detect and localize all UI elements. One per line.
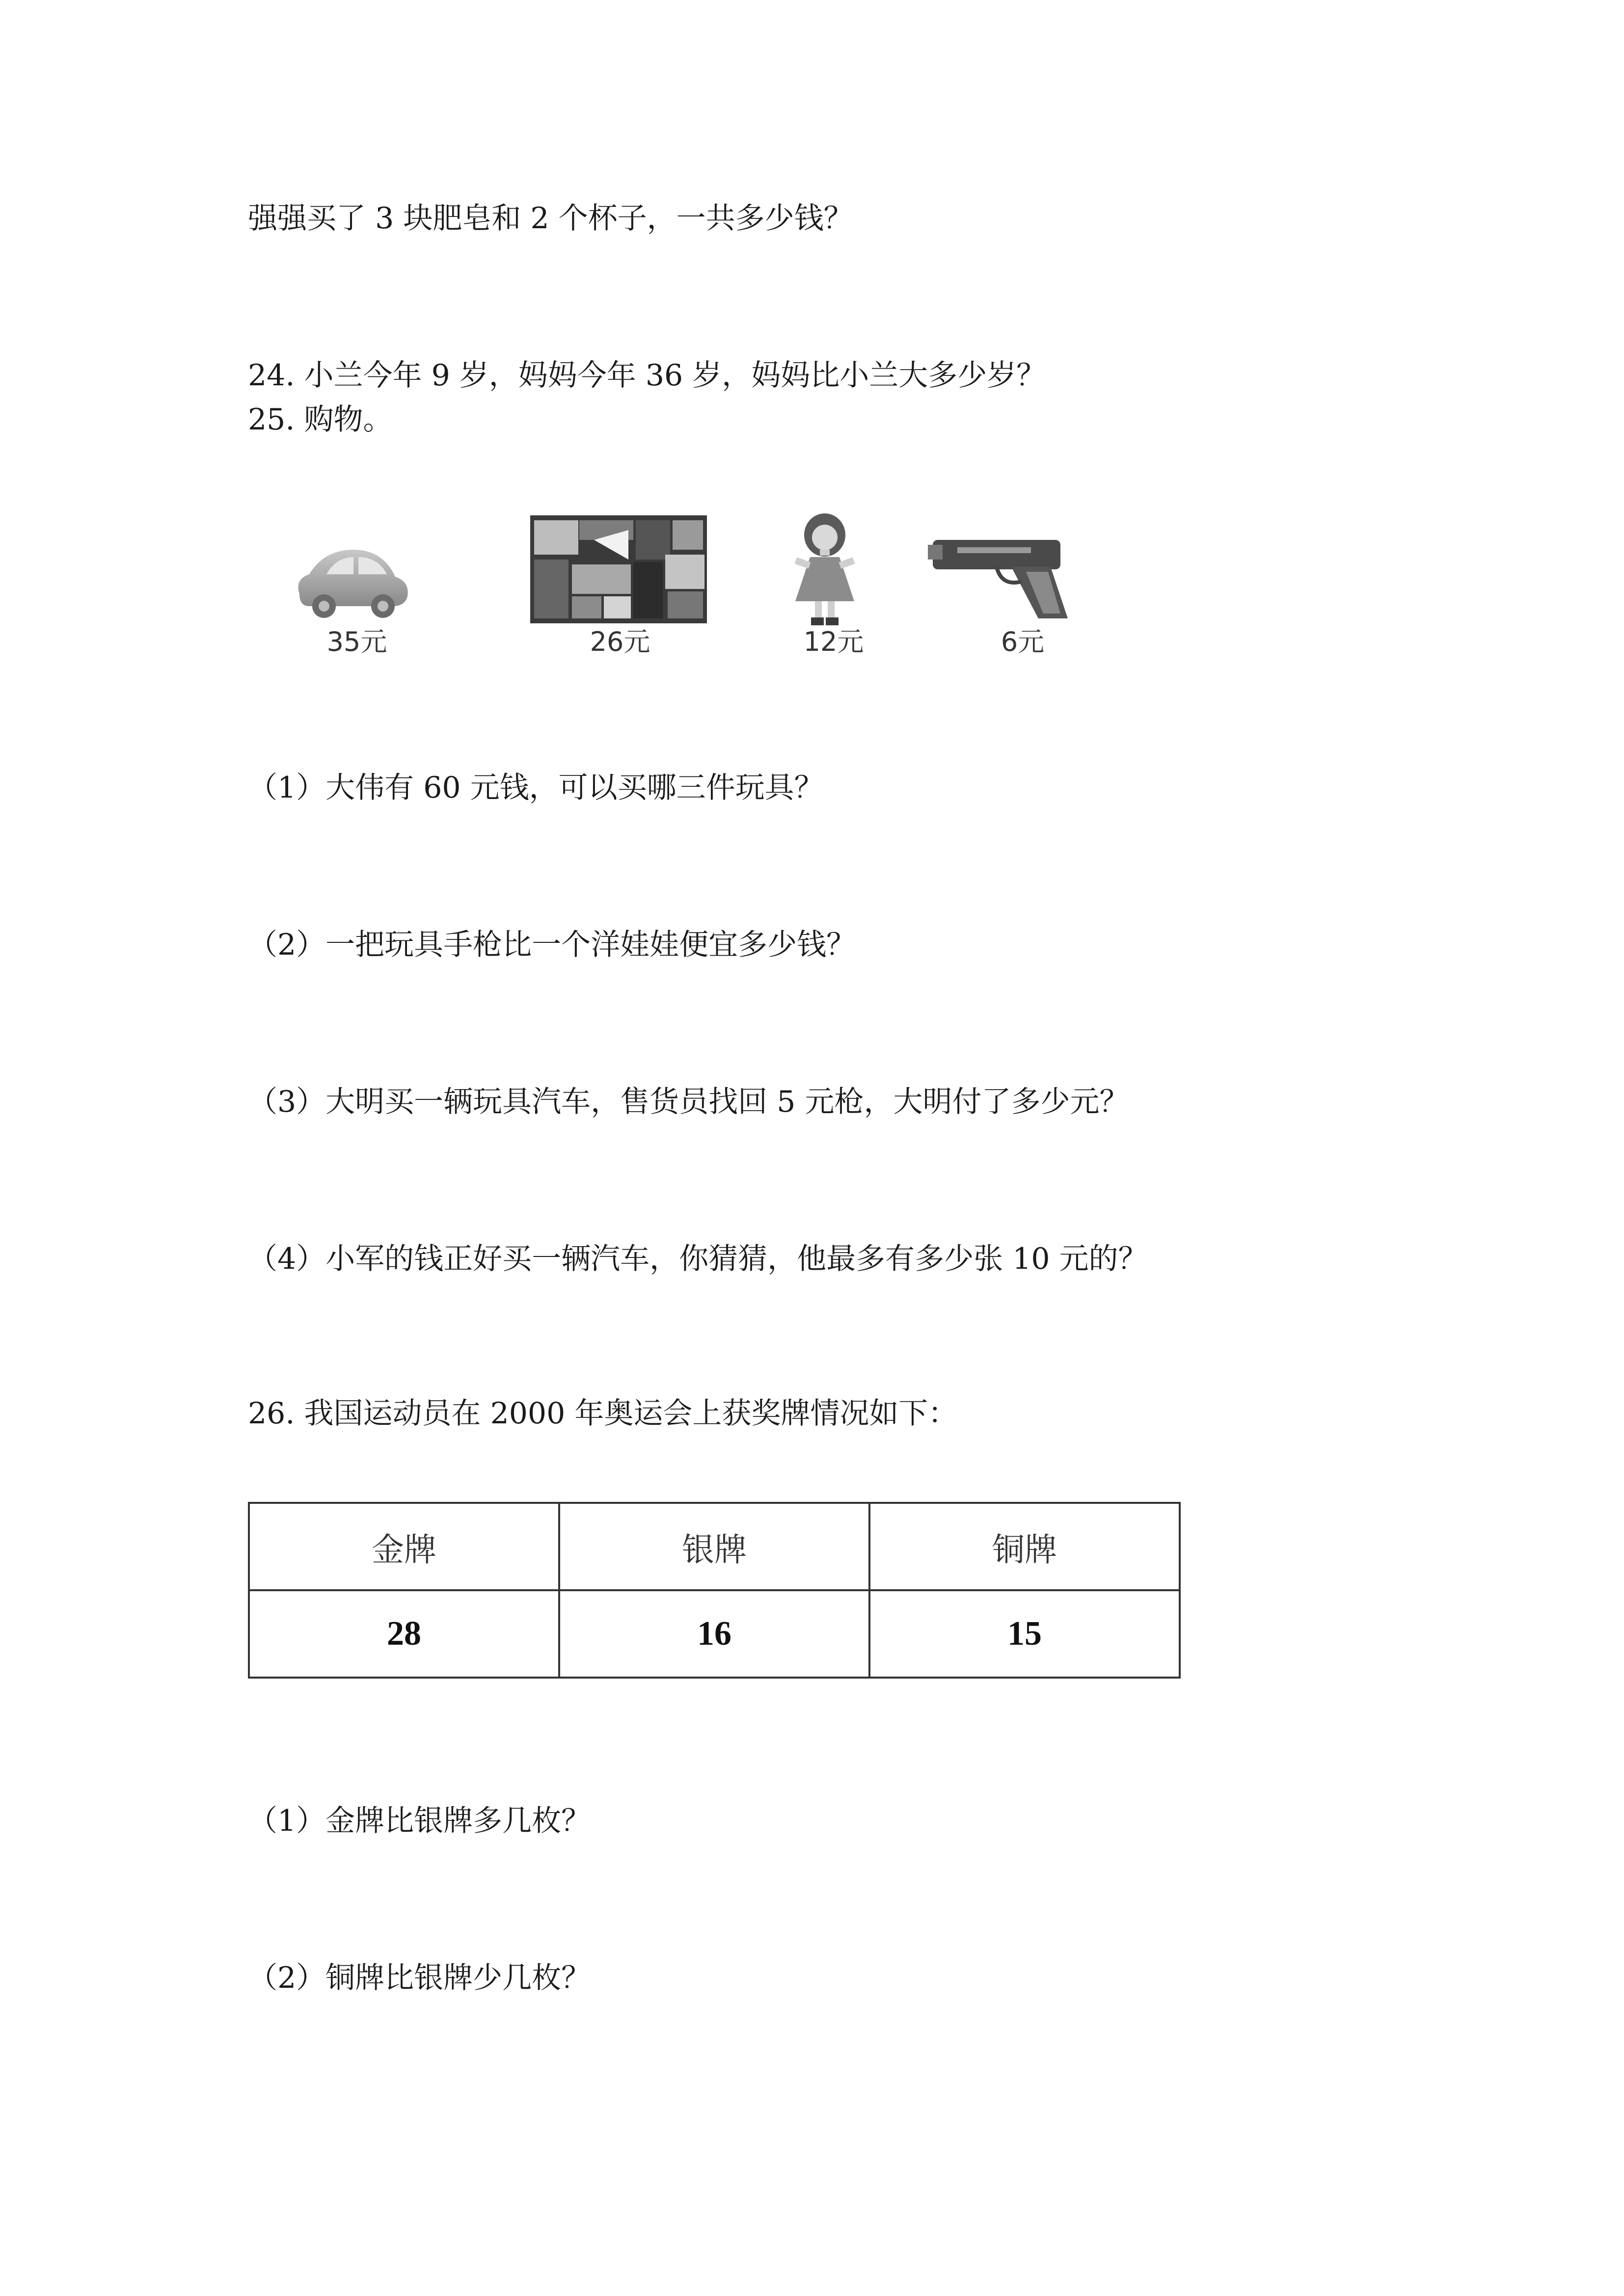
toy-gun-icon xyxy=(928,525,1075,623)
medal-table-value-row xyxy=(249,1590,1180,1678)
toy-gun-price: 6元 xyxy=(1001,626,1045,657)
building-blocks-icon xyxy=(530,515,707,623)
toy-car-icon xyxy=(290,540,412,623)
question-24-text: 24. 小兰今年 9 岁，妈妈今年 36 岁，妈妈比小兰大多少岁？ xyxy=(248,358,1046,393)
silver-medal-header: 银牌 xyxy=(559,1503,869,1590)
gold-medal-count: 28 xyxy=(249,1590,559,1678)
question-26-title: 26. 我国运动员在 2000 年奥运会上获奖牌情况如下： xyxy=(248,1396,958,1431)
question-26-part-2: （2）铜牌比银牌少几枚？ xyxy=(248,1961,591,1995)
question-25-part-1: （1）大伟有 60 元钱，可以买哪三件玩具？ xyxy=(248,771,824,805)
bronze-medal-count: 15 xyxy=(869,1590,1180,1678)
medal-table-header-row xyxy=(249,1503,1180,1590)
silver-medal-count: 16 xyxy=(559,1590,869,1678)
bronze-medal-header: 铜牌 xyxy=(869,1503,1180,1590)
question-25-title: 25. 购物。 xyxy=(248,402,393,437)
question-25-part-2: （2）一把玩具手枪比一个洋娃娃便宜多少钱？ xyxy=(248,928,856,962)
building-blocks-price: 26元 xyxy=(590,626,650,657)
question-26-part-1: （1）金牌比银牌多几枚？ xyxy=(248,1804,591,1838)
toy-price-list xyxy=(275,506,1110,692)
doll-price: 12元 xyxy=(803,626,864,657)
toy-car-price: 35元 xyxy=(326,626,387,657)
medal-table xyxy=(248,1502,1181,1679)
question-23-text: 强强买了 3 块肥皂和 2 个杯子，一共多少钱？ xyxy=(248,201,853,236)
doll-icon xyxy=(776,510,874,628)
gold-medal-header: 金牌 xyxy=(249,1503,559,1590)
question-25-part-3: （3）大明买一辆玩具汽车，售货员找回 5 元枪，大明付了多少元？ xyxy=(248,1085,1129,1119)
question-25-part-4: （4）小军的钱正好买一辆汽车，你猜猜，他最多有多少张 10 元的？ xyxy=(248,1242,1148,1276)
